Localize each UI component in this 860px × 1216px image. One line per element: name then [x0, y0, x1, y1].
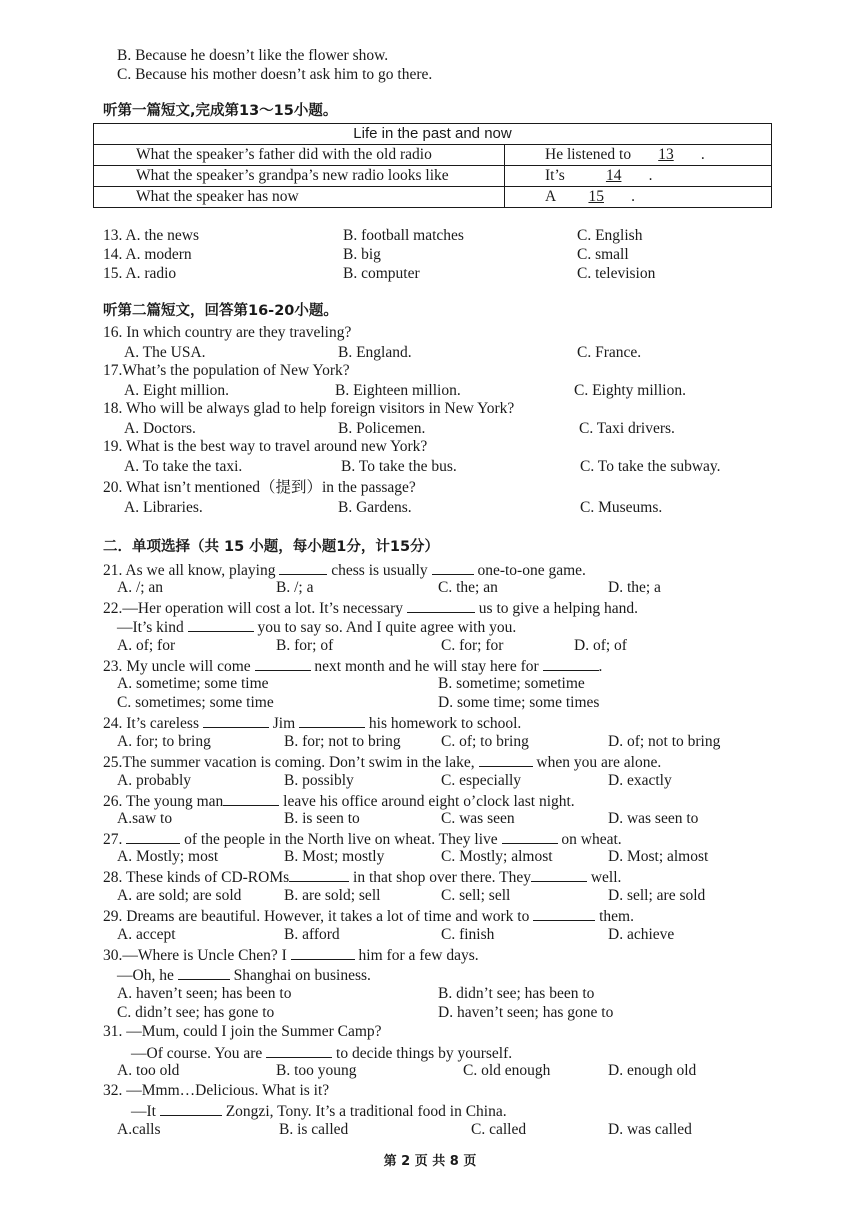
answer-blank [502, 829, 558, 844]
q24-text-1: 24. It’s careless [103, 715, 199, 732]
q18-question: 18. Who will be always glad to help foreign visitors in New York? [103, 400, 515, 417]
cell-text: It’s [545, 167, 565, 184]
q31-reply-text-1: —Of course. You are [131, 1045, 263, 1062]
q31-reply-text-2: to decide things by yourself. [336, 1045, 513, 1062]
answer-blank [407, 598, 475, 613]
q17-question: 17.What’s the population of New York? [103, 362, 350, 379]
q23-text-1: 23. My uncle will come [103, 658, 251, 675]
q21-option-c: C. the; an [438, 579, 498, 596]
q29-option-c: C. finish [441, 926, 495, 943]
section-heading-listen1: 听第一篇短文,完成第13～15小题。 [103, 103, 338, 119]
page-number: 第 2 页 共 8 页 [383, 1154, 477, 1169]
q27-option-c: C. Mostly; almost [441, 848, 553, 865]
q15-option-b: B. computer [343, 265, 420, 282]
q32-option-d: D. was called [608, 1121, 692, 1138]
q28-question [103, 867, 621, 887]
q21-option-a: A. /; an [117, 579, 164, 596]
answer-blank [543, 656, 599, 671]
q28-option-d: D. sell; are sold [608, 887, 706, 904]
q21-option-d: D. the; a [608, 579, 661, 596]
q31-option-c: C. old enough [463, 1062, 551, 1079]
q14-option-a: 14. A. modern [103, 246, 192, 263]
answer-blank [223, 791, 279, 806]
q24-option-d: D. of; not to bring [608, 733, 721, 750]
answer-blank [531, 867, 587, 882]
answer-blank [279, 560, 327, 575]
answer-blank [160, 1101, 222, 1116]
q31-reply [131, 1043, 512, 1063]
q31-option-d: D. enough old [608, 1062, 697, 1079]
q28-text-1: 28. These kinds of CD-ROMs [103, 869, 290, 886]
q25-text-2: when you are alone. [536, 754, 662, 771]
q22-option-c: C. for; for [441, 637, 504, 654]
q24-text-2: Jim [272, 715, 296, 732]
cell-period: . [631, 188, 635, 205]
q14-option-b: B. big [343, 246, 381, 263]
table-cell-right [504, 166, 771, 186]
q24-text-3: his homework to school. [368, 715, 522, 732]
q16-question: 16. In which country are they traveling? [103, 324, 352, 341]
answer-blank-14: 14 [605, 167, 622, 184]
q16-option-a: A. The USA. [124, 344, 206, 361]
section-heading-choice: 二．单项选择（共 15 小题，每小题1分，计15分） [103, 539, 440, 555]
table-row [94, 186, 771, 207]
q23-text-3: . [598, 658, 603, 675]
q23-option-d: D. some time; some times [438, 694, 600, 711]
q26-option-a: A.saw to [117, 810, 173, 827]
q27-text-3: on wheat. [561, 831, 622, 848]
cell-text: A [545, 188, 556, 205]
q30-reply-text-1: —Oh, he [117, 967, 174, 984]
table-cell-right [504, 187, 771, 207]
q29-question [103, 906, 634, 926]
life-table [93, 123, 772, 208]
q31-option-b: B. too young [276, 1062, 357, 1079]
q21-text-3: one-to-one game. [477, 562, 586, 579]
q30-option-d: D. haven’t seen; has gone to [438, 1004, 614, 1021]
q21-question [103, 560, 586, 580]
q28-text-3: well. [590, 869, 622, 886]
q18-option-b: B. Policemen. [338, 420, 426, 437]
q12-option-c: C. Because his mother doesn’t ask him to go there. [117, 66, 433, 83]
q25-question [103, 752, 661, 772]
q18-option-a: A. Doctors. [124, 420, 196, 437]
q24-option-b: B. for; not to bring [284, 733, 401, 750]
q17-option-c: C. Eighty million. [574, 382, 686, 399]
q23-option-b: B. sometime; sometime [438, 675, 585, 692]
q32-option-a: A.calls [117, 1121, 161, 1138]
answer-blank [126, 829, 180, 844]
q32-reply-text-1: —It [131, 1103, 156, 1120]
q26-option-b: B. is seen to [284, 810, 360, 827]
q22-text-1: 22.—Her operation will cost a lot. It’s necessary [103, 600, 404, 617]
q22-reply-text-2: you to say so. And I quite agree with you. [257, 619, 517, 636]
q27-option-d: D. Most; almost [608, 848, 709, 865]
q14-option-c: C. small [577, 246, 629, 263]
q28-option-c: C. sell; sell [441, 887, 511, 904]
q22-reply [117, 617, 516, 637]
table-cell-left: What the speaker’s father did with the old radio [136, 146, 432, 163]
q27-question [103, 829, 622, 849]
q12-option-b: B. Because he doesn’t like the flower show. [117, 47, 389, 64]
q24-option-c: C. of; to bring [441, 733, 529, 750]
q30-option-c: C. didn’t see; has gone to [117, 1004, 275, 1021]
q27-option-b: B. Most; mostly [284, 848, 385, 865]
q27-text-2: of the people in the North live on wheat. They live [184, 831, 498, 848]
q15-option-c: C. television [577, 265, 656, 282]
answer-blank-15: 15 [588, 188, 604, 205]
table-row [94, 165, 771, 186]
q31-question: 31. —Mum, could I join the Summer Camp? [103, 1023, 382, 1040]
q18-option-c: C. Taxi drivers. [579, 420, 675, 437]
answer-blank [432, 560, 474, 575]
q29-option-b: B. afford [284, 926, 340, 943]
q16-option-c: C. France. [577, 344, 642, 361]
q25-option-d: D. exactly [608, 772, 672, 789]
q19-option-c: C. To take the subway. [580, 458, 721, 475]
q23-question [103, 656, 602, 676]
q19-option-b: B. To take the bus. [341, 458, 457, 475]
q25-option-c: C. especially [441, 772, 522, 789]
q24-question [103, 713, 521, 733]
answer-blank [178, 965, 230, 980]
q21-text-1: 21. As we all know, playing [103, 562, 276, 579]
answer-blank [479, 752, 533, 767]
answer-blank [203, 713, 269, 728]
answer-blank [289, 867, 349, 882]
table-cell-left: What the speaker’s grandpa’s new radio looks like [136, 167, 449, 184]
q22-option-b: B. for; of [276, 637, 334, 654]
q30-reply [117, 965, 371, 985]
q26-text-2: leave his office around eight o’clock last night. [283, 793, 575, 810]
q17-option-a: A. Eight million. [124, 382, 230, 399]
q25-option-b: B. possibly [284, 772, 354, 789]
q26-text-1: 26. The young man [103, 793, 224, 810]
q27-text-1: 27. [103, 831, 123, 848]
q32-reply-text-2: Zongzi, Tony. It’s a traditional food in China. [225, 1103, 507, 1120]
q23-option-c: C. sometimes; some time [117, 694, 274, 711]
q30-text-1: 30.—Where is Uncle Chen? I [103, 947, 287, 964]
answer-blank-13: 13 [658, 146, 674, 163]
q29-text-1: 29. Dreams are beautiful. However, it takes a lot of time and work to [103, 908, 530, 925]
q21-text-2: chess is usually [331, 562, 428, 579]
q29-option-d: D. achieve [608, 926, 675, 943]
answer-blank [291, 945, 355, 960]
q30-option-a: A. haven’t seen; has been to [117, 985, 292, 1002]
q28-text-2: in that shop over there. They [353, 869, 531, 886]
q22-text-2: us to give a helping hand. [478, 600, 639, 617]
q22-option-d: D. of; of [574, 637, 627, 654]
q22-option-a: A. of; for [117, 637, 176, 654]
answer-blank [299, 713, 365, 728]
q32-option-c: C. called [471, 1121, 527, 1138]
q29-option-a: A. accept [117, 926, 176, 943]
q30-question [103, 945, 479, 965]
q28-option-b: B. are sold; sell [284, 887, 381, 904]
q29-text-2: them. [599, 908, 634, 925]
table-cell-left: What the speaker has now [136, 188, 299, 205]
q30-reply-text-2: Shanghai on business. [233, 967, 371, 984]
q19-option-a: A. To take the taxi. [124, 458, 243, 475]
q30-option-b: B. didn’t see; has been to [438, 985, 595, 1002]
q23-text-2: next month and he will stay here for [314, 658, 539, 675]
q20-option-a: A. Libraries. [124, 499, 203, 516]
cell-period: . [648, 167, 653, 184]
cell-period: . [700, 146, 705, 163]
q20-option-b: B. Gardens. [338, 499, 412, 516]
cell-text: He listened to [545, 146, 632, 163]
q28-option-a: A. are sold; are sold [117, 887, 242, 904]
q32-reply [131, 1101, 507, 1121]
table-cell-right [504, 145, 771, 165]
answer-blank [266, 1043, 332, 1058]
answer-blank [188, 617, 254, 632]
q30-text-2: him for a few days. [358, 947, 479, 964]
q26-option-d: D. was seen to [608, 810, 699, 827]
q21-option-b: B. /; a [276, 579, 314, 596]
q32-option-b: B. is called [279, 1121, 349, 1138]
section-heading-listen2: 听第二篇短文，回答第16-20小题。 [103, 303, 338, 319]
q15-option-a: 15. A. radio [103, 265, 177, 282]
q20-question: 20. What isn’t mentioned（提到）in the passage? [103, 479, 416, 496]
q23-option-a: A. sometime; some time [117, 675, 269, 692]
q22-question [103, 598, 638, 618]
answer-blank [533, 906, 595, 921]
q26-question [103, 791, 575, 811]
q25-option-a: A. probably [117, 772, 192, 789]
q13-option-a: 13. A. the news [103, 227, 200, 244]
table-row [94, 144, 771, 165]
q27-option-a: A. Mostly; most [117, 848, 219, 865]
q25-text-1: 25.The summer vacation is coming. Don’t swim in the lake, [103, 754, 475, 771]
table-title: Life in the past and now [353, 125, 512, 142]
q32-question: 32. —Mmm…Delicious. What is it? [103, 1082, 330, 1099]
q24-option-a: A. for; to bring [117, 733, 211, 750]
q13-option-c: C. English [577, 227, 643, 244]
q22-reply-text-1: —It’s kind [117, 619, 184, 636]
q13-option-b: B. football matches [343, 227, 464, 244]
q16-option-b: B. England. [338, 344, 412, 361]
q20-option-c: C. Museums. [580, 499, 663, 516]
q19-question: 19. What is the best way to travel around new York? [103, 438, 428, 455]
q17-option-b: B. Eighteen million. [335, 382, 461, 399]
q26-option-c: C. was seen [441, 810, 515, 827]
q31-option-a: A. too old [117, 1062, 180, 1079]
answer-blank [255, 656, 311, 671]
